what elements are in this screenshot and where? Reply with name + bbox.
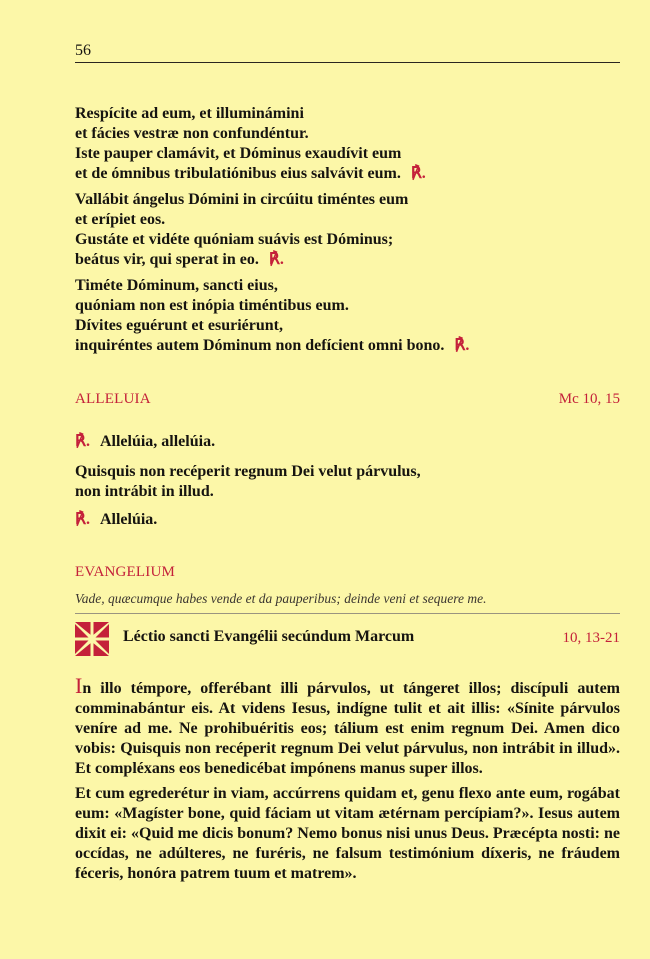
initial-letter: I	[75, 673, 83, 698]
alleluia-closing-text: Allelúia.	[99, 511, 158, 528]
gospel-title: Léctio sancti Evangélii secúndum Marcum	[123, 628, 415, 645]
gospel-paragraph-2: Et cum egrederétur in viam, accúrrens quidam et, genu flexo ante eum, rogábat eum: «Magíster bone, quid fáciam ut vitam ætérnam percípiam?». Iesus autem dixit ei: «Quid me dicis bonum? Nemo bonus nisi unus Deus. Præcépta nosti: ne occídas, ne adúlteres, ne furéris, ne falsum testimónium díxeris, ne fráudem féceris, honóra patrem tuum et matrem».	[75, 785, 620, 882]
psalm-line-text: inquiréntes autem Dóminum non defícient omni bono.	[75, 337, 445, 354]
divider	[75, 613, 620, 614]
psalm-line: Gustáte et vidéte quóniam suávis est Dóminus;	[75, 231, 394, 248]
alleluia-closing	[75, 510, 157, 530]
paragraph-text: n illo témpore, offerébant illi párvulos, ut tángeret illos; discípuli autem comminabántur eis. At videns Iesus, indígne tulit et ait illis: «Sínite párvulos veníre ad me. Ne prohibuéritis eos; tálium est enim regnum Dei. Amen dico vobis: Quisquis non recéperit regnum Dei velut párvulus, non intrábit in illud». Et compléxans eos benedicébat impónens manus super illos.	[75, 680, 620, 777]
psalm-line: Iste pauper clamávit, et Dóminus exaudívit eum	[75, 145, 402, 162]
gospel-paragraph-1	[75, 673, 620, 779]
psalm-line-text: et de ómnibus tribulatiónibus eius salvávit eum.	[75, 165, 401, 182]
psalm-line: Timéte Dóminum, sancti eius,	[75, 277, 278, 294]
alleluia-response	[75, 432, 215, 452]
psalm-line: Vallábit ángelus Dómini in circúitu timéntes eum	[75, 191, 409, 208]
page-header	[75, 42, 620, 63]
psalm-stanza-1	[75, 104, 426, 184]
red-cross-icon	[75, 622, 109, 656]
response-symbol: ℟.	[75, 433, 90, 450]
alleluia-response-text: Allelúia, allelúia.	[99, 433, 216, 450]
response-symbol: ℟.	[268, 251, 284, 268]
page-number: 56	[75, 42, 91, 59]
psalm-line	[75, 164, 426, 184]
psalm-line: Respícite ad eum, et illuminámini	[75, 105, 304, 122]
gospel-reference: 10, 13-21	[562, 630, 620, 646]
alleluia-verse	[75, 462, 421, 502]
alleluia-verse-line: non intrábit in illud.	[75, 483, 214, 500]
psalm-stanza-3	[75, 276, 469, 356]
psalm-line: et fácies vestræ non confundéntur.	[75, 125, 309, 142]
psalm-line-text: beátus vir, qui sperat in eo.	[75, 251, 259, 268]
psalm-line: Dívites eguérunt et esuriérunt,	[75, 317, 283, 334]
alleluia-title: ALLELUIA	[75, 391, 151, 407]
response-symbol: ℟.	[410, 165, 426, 182]
psalm-stanza-2	[75, 190, 408, 270]
page-content	[75, 42, 620, 882]
evangelium-title: EVANGELIUM	[75, 564, 176, 580]
response-symbol: ℟.	[454, 337, 470, 354]
alleluia-reference: Mc 10, 15	[558, 391, 620, 407]
alleluia-verse-line: Quisquis non recéperit regnum Dei velut párvulus,	[75, 463, 421, 480]
psalm-line	[75, 336, 469, 356]
psalm-line	[75, 250, 408, 270]
gospel-heading	[75, 622, 620, 656]
evangelium-subtitle: Vade, quæcumque habes vende et da pauperibus; deinde veni et sequere me.	[75, 591, 487, 606]
psalm-line: et erípiet eos.	[75, 211, 166, 228]
psalm-line: quóniam non est inópia timéntibus eum.	[75, 297, 349, 314]
response-symbol: ℟.	[75, 511, 90, 528]
